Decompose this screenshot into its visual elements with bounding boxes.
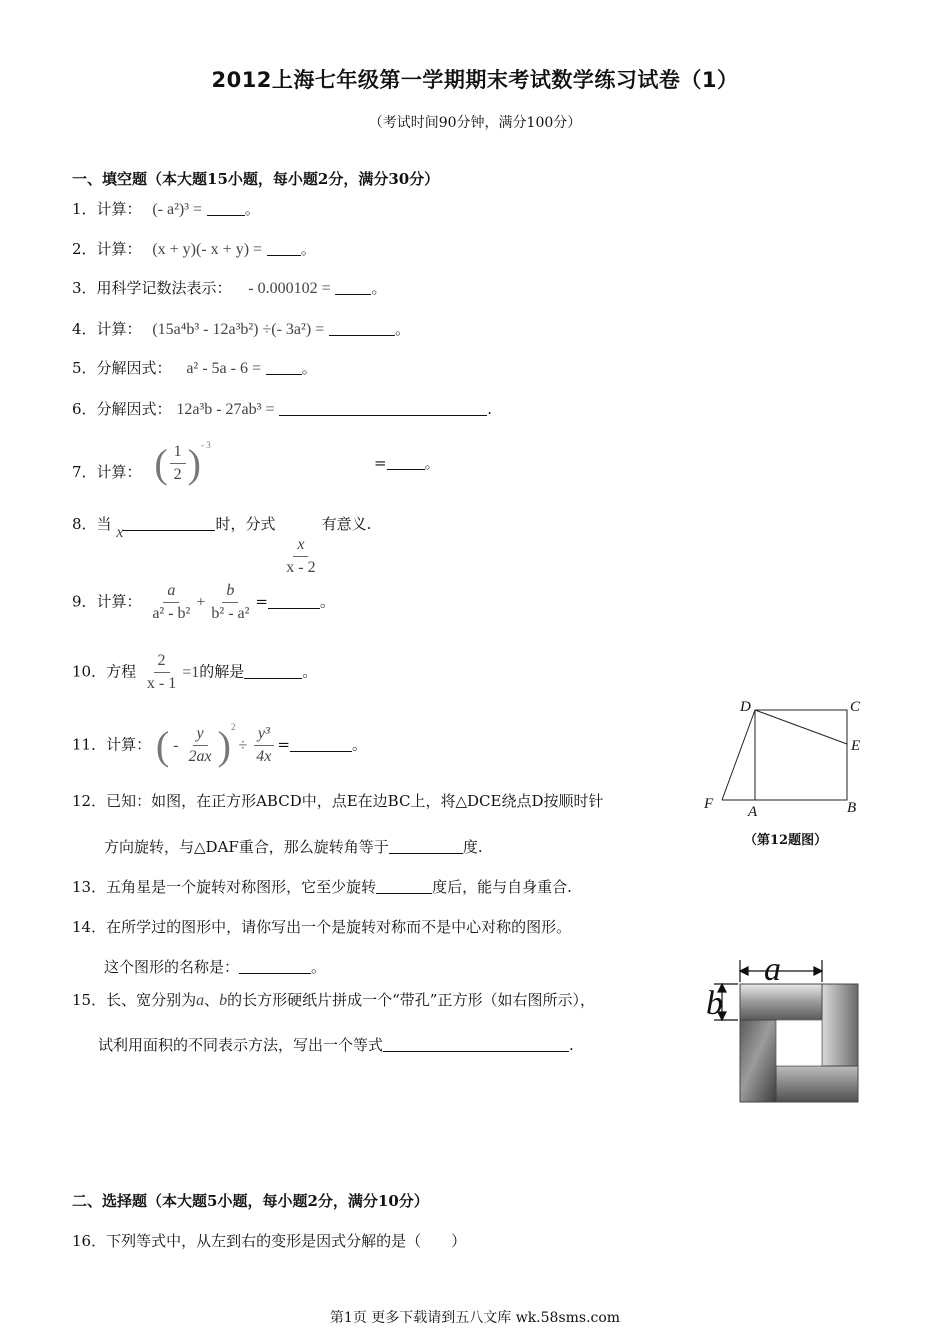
q6-expression: 12a³b - 27ab³ =	[176, 401, 275, 418]
figure-12-caption: （第12题图）	[744, 833, 828, 848]
q3-label: 3．用科学记数法表示：	[72, 279, 232, 297]
q11-numerator-2: y³	[257, 725, 270, 742]
q11-minus: -	[173, 736, 179, 754]
segment-df	[722, 710, 755, 800]
page-title: 2012上海七年级第一学期期末考试数学练习试卷（1）	[211, 68, 739, 92]
question-8	[72, 513, 371, 577]
point-label-e: E	[851, 738, 861, 754]
dim-label-b: b	[706, 985, 723, 1022]
q15-answer-blank[interactable]	[383, 1035, 569, 1052]
q9-end: 。	[320, 592, 336, 611]
q1-end: 。	[244, 200, 260, 218]
q11-equals: =	[277, 735, 290, 754]
q5-expression: a² - 5a - 6 =	[186, 360, 262, 377]
q11-divide: ÷	[238, 736, 248, 754]
question-4	[72, 318, 410, 339]
q8-numerator: x	[297, 536, 305, 553]
q14-answer-blank[interactable]	[239, 957, 311, 974]
question-13	[72, 876, 572, 897]
point-label-d: D	[740, 699, 751, 715]
q11-denominator-1: 2ax	[188, 748, 212, 765]
q2-expression: (x + y)(- x + y) =	[152, 241, 263, 258]
point-label-b: B	[847, 800, 857, 816]
q8-post: 有意义.	[321, 515, 372, 533]
rectangle-bottom	[776, 1066, 858, 1102]
rectangle-left	[740, 1020, 776, 1102]
q15-pre: 15．长、宽分别为	[72, 991, 197, 1009]
q12-end: 度.	[462, 838, 483, 856]
q15-post: 的长方形硬纸片拼成一个“带孔”正方形（如右图所示），	[227, 991, 595, 1009]
question-1	[72, 198, 260, 219]
section-multiple-choice: 二、选择题（本大题5小题，每小题2分，满分10分）	[72, 1192, 429, 1210]
q2-label: 2．计算：	[72, 240, 142, 258]
q10-numerator: 2	[154, 652, 170, 673]
q9-answer-blank[interactable]	[268, 592, 320, 609]
dim-a-arrow-left	[740, 967, 748, 975]
question-14-line-1: 14．在所学过的图形中，请你写出一个是旋转对称而不是中心对称的图形。	[72, 918, 572, 936]
question-3	[72, 277, 386, 298]
rectangle-top	[740, 984, 822, 1020]
q10-equals-one: =1	[182, 663, 200, 681]
q10-label: 10．方程	[72, 662, 137, 681]
q15-var-b: b	[219, 992, 228, 1009]
q2-answer-blank[interactable]	[267, 239, 301, 256]
question-15-line-2	[98, 1034, 574, 1055]
figure-15-holed-square	[700, 952, 870, 1112]
q11-label: 11．计算：	[72, 735, 152, 754]
dim-label-a: a	[764, 952, 781, 988]
q13-post: 度后，能与自身重合.	[432, 878, 572, 896]
question-6	[72, 398, 492, 419]
q8-answer-blank[interactable]	[123, 514, 215, 531]
center-hole	[776, 1020, 822, 1066]
q11-exponent: 2	[230, 722, 236, 732]
q11-answer-blank[interactable]	[290, 735, 352, 752]
section-fill-in: 一、填空题（本大题15小题，每小题2分，满分30分）	[72, 170, 440, 188]
q7-end: 。	[424, 454, 440, 472]
question-7	[72, 440, 211, 487]
q10-denominator: x - 1	[146, 675, 177, 692]
q1-answer-blank[interactable]	[207, 199, 245, 216]
q8-denominator: x - 2	[286, 559, 316, 576]
q7-exponent: - 3	[200, 440, 211, 450]
question-11	[72, 722, 367, 769]
exam-time-note: （考试时间90分钟，满分100分）	[368, 115, 582, 131]
q4-expression: (15a⁴b³ - 12a³b²) ÷(- 3a²) =	[152, 321, 325, 338]
q8-mid: 时，分式	[215, 515, 276, 533]
question-16: 16．下列等式中，从左到右的变形是因式分解的是（ ）	[72, 1232, 467, 1250]
q3-answer-blank[interactable]	[335, 278, 371, 295]
rectangle-right	[822, 984, 858, 1066]
point-label-f: F	[704, 796, 714, 812]
q9-numerator-1: a	[167, 582, 176, 599]
q13-answer-blank[interactable]	[376, 877, 432, 894]
q9-denominator-1: a² - b²	[152, 605, 191, 622]
question-15-line-1	[72, 989, 595, 1010]
q12-answer-blank[interactable]	[389, 837, 463, 854]
q12-line-2-text: 方向旋转，与△DAF重合，那么旋转角等于	[104, 838, 389, 856]
question-14-line-2	[104, 956, 326, 977]
q7-denominator: 2	[173, 466, 182, 483]
q5-label: 5．分解因式：	[72, 359, 172, 377]
dim-a-arrow-right	[814, 967, 822, 975]
q9-numerator-2: b	[226, 582, 235, 599]
q7-right-paren: )	[187, 441, 201, 486]
q9-label: 9．计算：	[72, 592, 142, 611]
q10-answer-blank[interactable]	[244, 662, 302, 679]
q10-end: 。	[302, 662, 318, 681]
q1-label: 1．计算：	[72, 200, 142, 218]
q14-end: 。	[311, 958, 327, 976]
q9-equals: =	[255, 592, 268, 611]
q8-variable: x	[116, 524, 124, 541]
q7-numerator: 1	[170, 443, 186, 464]
q11-end: 。	[351, 735, 367, 754]
segment-de	[755, 710, 847, 744]
point-label-c: C	[850, 699, 861, 715]
q4-answer-blank[interactable]	[329, 319, 395, 336]
q7-expression	[154, 440, 210, 487]
q1-expression: (- a²)³ =	[152, 201, 203, 218]
q9-denominator-2: b² - a²	[211, 605, 250, 622]
q7-answer-blank[interactable]	[387, 453, 425, 470]
q6-answer-blank[interactable]	[279, 399, 487, 416]
page-footer: 第1页 更多下载请到五八文库 wk.58sms.com	[329, 1310, 621, 1326]
q15-sep: 、	[204, 991, 220, 1009]
square-abcd	[755, 710, 847, 800]
q6-end: .	[487, 400, 493, 418]
q6-label: 6．分解因式：	[72, 400, 172, 418]
q13-pre: 13．五角星是一个旋转对称图形，它至少旋转	[72, 878, 377, 896]
figure-12-square-rotation	[700, 694, 870, 854]
question-10	[72, 652, 317, 693]
q11-right-paren: )	[217, 723, 231, 768]
question-7-answer	[374, 452, 440, 473]
q5-answer-blank[interactable]	[266, 358, 302, 375]
question-12-line-2	[104, 836, 483, 857]
q7-label: 7．计算：	[72, 463, 142, 481]
q10-post: 的解是	[199, 662, 245, 681]
q3-expression: - 0.000102 =	[248, 280, 331, 297]
question-9	[72, 582, 335, 623]
q11-left-paren: (	[155, 723, 170, 768]
q5-end: 。	[301, 359, 317, 377]
q9-plus: +	[196, 593, 206, 611]
q15-line-2-text: 试利用面积的不同表示方法，写出一个等式	[98, 1036, 384, 1054]
q11-numerator-1: y	[196, 725, 204, 742]
question-5	[72, 357, 317, 378]
q3-end: 。	[371, 279, 387, 297]
question-12-line-1: 12．已知：如图，在正方形ABCD中，点E在边BC上，将△DCE绕点D按顺时针	[72, 792, 604, 810]
q8-pre: 8．当	[72, 515, 112, 533]
q15-var-a: a	[196, 992, 205, 1009]
q7-equals: =	[374, 454, 387, 472]
q15-end: .	[569, 1036, 574, 1054]
q14-line-2-text: 这个图形的名称是：	[104, 958, 240, 976]
point-label-a: A	[748, 804, 758, 820]
q7-left-paren: (	[154, 441, 168, 486]
q4-end: 。	[394, 320, 410, 338]
q11-denominator-2: 4x	[256, 748, 272, 765]
q4-label: 4．计算：	[72, 320, 142, 338]
question-2	[72, 238, 316, 259]
q2-end: 。	[300, 240, 316, 258]
